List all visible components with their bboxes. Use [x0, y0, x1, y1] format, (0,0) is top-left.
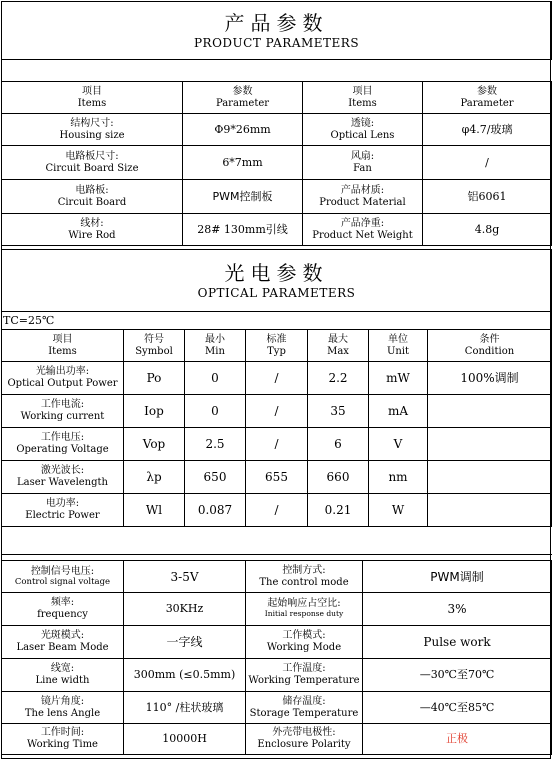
header-cell: 参数 Parameter [183, 82, 303, 114]
min-cell: 2.5 [185, 428, 246, 461]
item-label: 风扇: Fan [303, 146, 423, 180]
product-title-en: PRODUCT PARAMETERS [193, 35, 360, 50]
table-row [2, 214, 552, 246]
header-cell: 标准 Typ [246, 330, 308, 362]
control-parameters-table [1, 560, 552, 755]
item-value: PWM控制板 [183, 180, 303, 214]
table-row [2, 461, 552, 494]
item-value: PWM调制 [363, 561, 552, 593]
unit-cell: V [369, 428, 428, 461]
item-value: / [423, 146, 552, 180]
min-cell: 0 [185, 362, 246, 395]
condition-cell [428, 494, 552, 527]
min-cell: 0.087 [185, 494, 246, 527]
item-label: 电路板尺寸: Circuit Board Size [2, 146, 183, 180]
max-cell: 0.21 [308, 494, 369, 527]
typ-cell: 655 [246, 461, 308, 494]
item-label: 工作电压: Operating Voltage [2, 428, 124, 461]
item-label: 储存温度: Storage Temperature [246, 692, 363, 724]
optical-title-cell [2, 250, 552, 312]
item-value: 30KHz [124, 593, 246, 626]
header-cell: 单位 Unit [369, 330, 428, 362]
condition-cell [428, 395, 552, 428]
max-cell: 35 [308, 395, 369, 428]
table-row [2, 593, 552, 626]
table-row [2, 494, 552, 527]
item-label: 产品材质: Product Material [303, 180, 423, 214]
item-value: 28# 130mm引线 [183, 214, 303, 246]
product-header-row [2, 82, 552, 114]
spacer-row [2, 60, 552, 82]
item-value: 110° /柱状玻璃 [124, 692, 246, 724]
table-row [2, 395, 552, 428]
item-label: 频率: frequency [2, 593, 124, 626]
item-value: 10000H [124, 724, 246, 755]
unit-cell: nm [369, 461, 428, 494]
item-label: 激光波长: Laser Wavelength [2, 461, 124, 494]
table-row [2, 362, 552, 395]
product-title-cell [2, 2, 552, 60]
header-cell: 条件 Condition [428, 330, 552, 362]
condition-cell: 100%调制 [428, 362, 552, 395]
item-value: 300mm (≤0.5mm) [124, 659, 246, 692]
symbol-cell: Vop [124, 428, 185, 461]
item-value: 4.8g [423, 214, 552, 246]
item-label: 光输出功率: Optical Output Power [2, 362, 124, 395]
max-cell: 660 [308, 461, 369, 494]
item-label: 线材: Wire Rod [2, 214, 183, 246]
product-parameters-table [1, 1, 552, 246]
item-label: 透镜: Optical Lens [303, 114, 423, 146]
table-row [2, 724, 552, 755]
polarity-value: 正极 [363, 724, 552, 755]
item-label: 结构尺寸: Housing size [2, 114, 183, 146]
symbol-cell: λp [124, 461, 185, 494]
optical-parameters-table [1, 249, 552, 555]
table-row [2, 180, 552, 214]
item-label: 电路板: Circuit Board [2, 180, 183, 214]
item-value: Pulse work [363, 626, 552, 659]
test-condition: TC=25℃ [2, 312, 552, 330]
item-label: 外壳带电极性: Enclosure Polarity [246, 724, 363, 755]
item-value: Φ9*26mm [183, 114, 303, 146]
item-value: 3% [363, 593, 552, 626]
table-row [2, 561, 552, 593]
item-label: 控制信号电压: Control signal voltage [2, 561, 124, 593]
typ-cell: / [246, 395, 308, 428]
typ-cell: / [246, 362, 308, 395]
min-cell: 650 [185, 461, 246, 494]
typ-cell: / [246, 428, 308, 461]
spacer-row [2, 527, 552, 555]
table-row [2, 114, 552, 146]
item-label: 工作电流: Working current [2, 395, 124, 428]
header-cell: 最大 Max [308, 330, 369, 362]
item-value: φ4.7/玻璃 [423, 114, 552, 146]
table-row [2, 626, 552, 659]
unit-cell: mA [369, 395, 428, 428]
header-cell: 符号 Symbol [124, 330, 185, 362]
max-cell: 6 [308, 428, 369, 461]
item-value: 一字线 [124, 626, 246, 659]
symbol-cell: Wl [124, 494, 185, 527]
typ-cell: / [246, 494, 308, 527]
item-label: 起始响应占空比: Initial response duty [246, 593, 363, 626]
table-row [2, 146, 552, 180]
item-value: 3-5V [124, 561, 246, 593]
condition-cell [428, 461, 552, 494]
unit-cell: W [369, 494, 428, 527]
header-cell: 最小 Min [185, 330, 246, 362]
condition-cell [428, 428, 552, 461]
table-row [2, 428, 552, 461]
header-cell: 项目 Items [2, 82, 183, 114]
item-label: 产品净重: Product Net Weight [303, 214, 423, 246]
optical-header-row [2, 330, 552, 362]
max-cell: 2.2 [308, 362, 369, 395]
item-label: 控制方式: The control mode [246, 561, 363, 593]
item-value: —30℃至70℃ [363, 659, 552, 692]
item-label: 工作时间: Working Time [2, 724, 124, 755]
item-label: 镜片角度: The lens Angle [2, 692, 124, 724]
optical-title-cn: 光电参数 [224, 260, 329, 285]
header-cell: 项目 Items [2, 330, 124, 362]
unit-cell: mW [369, 362, 428, 395]
item-label: 光斑模式: Laser Beam Mode [2, 626, 124, 659]
item-label: 工作温度: Working Temperature [246, 659, 363, 692]
header-cell: 项目 Items [303, 82, 423, 114]
symbol-cell: Po [124, 362, 185, 395]
item-value: 6*7mm [183, 146, 303, 180]
table-row [2, 692, 552, 724]
item-label: 线宽: Line width [2, 659, 124, 692]
optical-title-en: OPTICAL PARAMETERS [197, 285, 356, 300]
header-cell: 参数 Parameter [423, 82, 552, 114]
symbol-cell: Iop [124, 395, 185, 428]
item-label: 电功率: Electric Power [2, 494, 124, 527]
product-title-cn: 产品参数 [224, 10, 329, 35]
item-value: —40℃至85℃ [363, 692, 552, 724]
item-value: 铝6061 [423, 180, 552, 214]
min-cell: 0 [185, 395, 246, 428]
table-row [2, 659, 552, 692]
item-label: 工作模式: Working Mode [246, 626, 363, 659]
